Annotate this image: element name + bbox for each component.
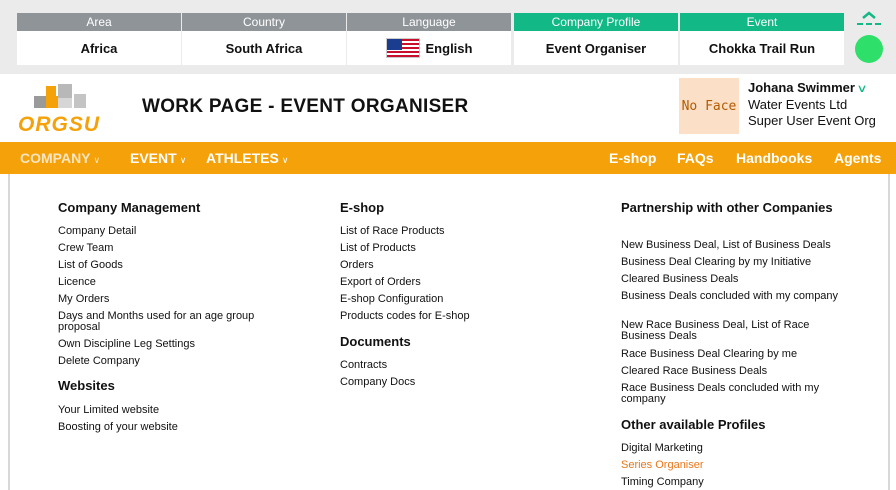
menu-item-my-orders[interactable]: My Orders [58, 293, 110, 305]
menu-item-days-and-months[interactable]: Days and Months used for an age group proposal [58, 310, 255, 333]
selector-bar [0, 0, 896, 74]
menu-item-new-race-business-deal[interactable]: New Race Business Deal, List of Race Business Deals [621, 319, 810, 342]
section-title-documents: Documents [340, 334, 411, 349]
company-profile-selector-value[interactable]: Event Organiser [514, 31, 678, 65]
menu-item-contracts[interactable]: Contracts [340, 359, 388, 371]
language-selector-label: English [425, 40, 473, 56]
section-title-other-profiles: Other available Profiles [621, 417, 766, 432]
chevron-down-icon[interactable]: ∨ [856, 83, 868, 95]
us-flag-icon [386, 38, 420, 58]
page-title: WORK PAGE - EVENT ORGANISER [142, 96, 469, 117]
menu-item-delete-company[interactable]: Delete Company [58, 355, 140, 367]
menu-item-new-business-deal[interactable]: New Business Deal, List of Business Deals [621, 239, 831, 251]
event-selector-header: Event [680, 13, 844, 31]
language-selector[interactable] [347, 13, 511, 65]
nav-handbooks[interactable]: Handbooks [736, 150, 813, 166]
orgsu-logo[interactable] [18, 82, 124, 134]
event-selector-value[interactable]: Chokka Trail Run [680, 31, 844, 65]
chevron-down-icon: ∨ [281, 155, 289, 165]
nav-faqs[interactable]: FAQs [677, 150, 714, 166]
nav-company-label: COMPANY [20, 150, 91, 166]
user-name-row[interactable] [748, 80, 894, 97]
nav-eshop[interactable]: E-shop [609, 150, 657, 166]
menu-item-your-limited-website[interactable]: Your Limited website [58, 404, 160, 416]
menu-item-licence[interactable]: Licence [58, 276, 96, 288]
area-selector[interactable] [17, 13, 181, 65]
chevron-down-icon: ∨ [179, 155, 187, 165]
section-title-company-management: Company Management [58, 200, 201, 215]
company-profile-selector-header: Company Profile [514, 13, 678, 31]
nav-event[interactable] [130, 142, 186, 174]
menu-item-crew-team[interactable]: Crew Team [58, 242, 114, 254]
language-selector-value[interactable] [347, 31, 511, 65]
online-status-indicator [855, 35, 883, 63]
menu-item-business-deals-concluded[interactable]: Business Deals concluded with my company [621, 290, 839, 302]
collapse-icon[interactable] [855, 11, 883, 27]
avatar[interactable]: No Face [679, 78, 739, 134]
menu-item-series-organiser[interactable]: Series Organiser [621, 459, 704, 471]
nav-event-label: EVENT [130, 150, 177, 166]
menu-item-company-docs[interactable]: Company Docs [340, 376, 416, 388]
country-selector[interactable] [182, 13, 346, 65]
menu-item-timing-company[interactable]: Timing Company [621, 476, 704, 488]
menu-item-digital-marketing[interactable]: Digital Marketing [621, 442, 703, 454]
language-selector-header: Language [347, 13, 511, 31]
chevron-down-icon: ∨ [93, 155, 101, 165]
area-selector-value[interactable]: Africa [17, 31, 181, 65]
user-role: Super User Event Org [748, 113, 876, 128]
menu-item-cleared-race-business-deals[interactable]: Cleared Race Business Deals [621, 365, 768, 377]
menu-item-list-of-race-products[interactable]: List of Race Products [340, 225, 445, 237]
menu-item-list-of-goods[interactable]: List of Goods [58, 259, 123, 271]
menu-item-products-codes[interactable]: Products codes for E-shop [340, 310, 470, 322]
menu-item-cleared-business-deals[interactable]: Cleared Business Deals [621, 273, 739, 285]
menu-item-race-business-deal-clearing[interactable]: Race Business Deal Clearing by me [621, 348, 798, 360]
section-title-eshop: E-shop [340, 200, 385, 215]
logo-text: ORGSU [18, 113, 101, 134]
page-header [0, 74, 896, 140]
menu-item-boosting-website[interactable]: Boosting of your website [58, 421, 178, 433]
main-nav [0, 142, 896, 174]
user-menu[interactable] [748, 80, 894, 129]
section-title-partnership: Partnership with other Companies [621, 200, 833, 215]
country-selector-value[interactable]: South Africa [182, 31, 346, 65]
company-dropdown-menu [8, 174, 890, 490]
user-company: Water Events Ltd [748, 97, 848, 112]
menu-item-race-business-deals-concluded[interactable]: Race Business Deals concluded with my company [621, 382, 820, 405]
nav-athletes-label: ATHLETES [206, 150, 279, 166]
nav-athletes[interactable] [206, 142, 288, 174]
section-title-websites: Websites [58, 378, 115, 393]
menu-item-list-of-products[interactable]: List of Products [340, 242, 416, 254]
area-selector-header: Area [17, 13, 181, 31]
menu-item-eshop-configuration[interactable]: E-shop Configuration [340, 293, 444, 305]
menu-item-business-deal-clearing[interactable]: Business Deal Clearing by my Initiative [621, 256, 812, 268]
menu-item-company-detail[interactable]: Company Detail [58, 225, 137, 237]
menu-item-export-of-orders[interactable]: Export of Orders [340, 276, 421, 288]
nav-agents[interactable]: Agents [834, 150, 882, 166]
menu-item-orders[interactable]: Orders [340, 259, 374, 271]
company-profile-selector[interactable] [514, 13, 678, 65]
country-selector-header: Country [182, 13, 346, 31]
user-name: Johana Swimmer [748, 80, 855, 95]
nav-company[interactable] [20, 142, 100, 174]
event-selector[interactable] [680, 13, 844, 65]
menu-item-own-discipline-leg-settings[interactable]: Own Discipline Leg Settings [58, 338, 195, 350]
